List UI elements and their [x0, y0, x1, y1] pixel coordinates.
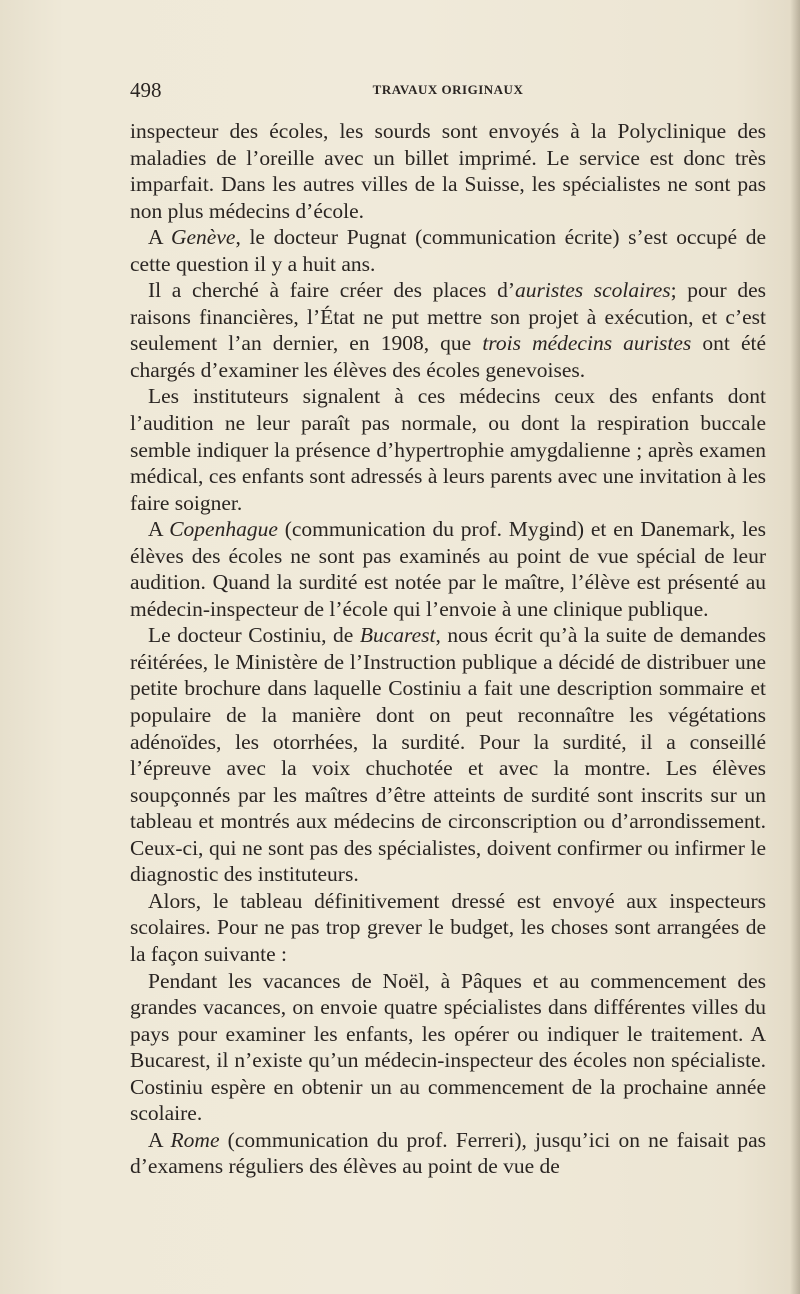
article-body: [130, 118, 766, 1180]
italic-text: Rome: [170, 1127, 220, 1152]
paragraph: [130, 224, 766, 277]
text-run: Alors, le tableau définitivement dressé est envoyé aux inspecteurs scolaires. Pour ne pas trop grever le budget, les choses sont arrangées de la façon suivante :: [130, 888, 766, 966]
page-header: [130, 78, 766, 102]
italic-text: Bucarest: [359, 623, 436, 648]
italic-text: Copenhague: [169, 517, 278, 542]
paragraph: [130, 118, 766, 224]
text-run: Pendant les vacances de Noël, à Pâques et au commencement des grandes vacances, on envoie quatre spécialistes dans différentes villes du pays pour examiner les enfants, les opérer ou indiquer le traitement. A Bucarest, il n’existe qu’un médecin-inspecteur des écoles non spécialiste. Costiniu espère en obtenir un au commencement de la prochaine année scolaire.: [130, 968, 766, 1126]
paragraph: [130, 968, 766, 1127]
paragraph: [130, 516, 766, 622]
text-run: , nous écrit qu’à la suite de demandes réitérées, le Ministère de l’Instruction publique a décidé de distribuer une petite brochure dans laquelle Costiniu a fait une description sommaire et populaire de la manière dont on peut reconnaître les végétations adénoïdes, les otorrhées, la surdité. Pour la surdité, il a conseillé l’épreuve avec la voix chuchotée et avec la montre. Les élèves soupçonnés par les maîtres d’être atteints de surdité sont inscrits sur un tableau et montrés aux médecins de circonscription ou d’arrondissement. Ceux-ci, qui ne sont pas des spécialistes, doivent confirmer ou infirmer le diagnostic des instituteurs.: [130, 623, 766, 887]
italic-text: trois médecins auristes: [482, 331, 692, 356]
page-edge-shadow: [790, 0, 800, 1294]
text-run: , le docteur Pugnat (communication écrite) s’est occupé de cette question il y a huit ans.: [130, 225, 766, 276]
paragraph: [130, 383, 766, 516]
paragraph: [130, 277, 766, 383]
text-run: ont été chargés d’examiner les élèves des écoles genevoises.: [130, 331, 767, 382]
text-run: ; pour des raisons financières, l’État ne put mettre son projet à exécution, et c’est seulement l’an dernier, en 1908, que: [130, 278, 766, 356]
text-run: Les instituteurs signalent à ces médecins ceux des enfants dont l’audition ne leur paraît pas normale, ou dont la respiration buccale semble indiquer la présence d’hypertrophie amygdalienne ; après examen médical, ces enfants sont adressés à leurs parents avec une invitation à les faire soigner.: [130, 384, 766, 515]
text-run: inspecteur des écoles, les sourds sont envoyés à la Polyclinique des maladies de l’oreille avec un billet imprimé. Le service est donc très imparfait. Dans les autres villes de la Suisse, les spécialistes ne sont pas non plus médecins d’école.: [130, 119, 766, 223]
text-run: (communication du prof. Ferreri), jusqu’ici on ne faisait pas d’examens réguliers des élèves au point de vue de: [130, 1127, 766, 1179]
italic-text: Genève: [170, 225, 236, 250]
text-run: Il a cherché à faire créer des places d’: [148, 278, 516, 303]
text-run: A: [148, 1127, 171, 1152]
italic-text: auristes scolaires: [515, 278, 671, 303]
text-run: Le docteur Costiniu, de: [148, 623, 360, 648]
paragraph: [130, 1127, 766, 1180]
paragraph: [130, 622, 766, 887]
page-number: 498: [130, 78, 162, 102]
text-run: (communication du prof. Mygind) et en Danemark, les élèves des écoles ne sont pas examinés au point de vue spécial de leur audition. Quand la surdité est notée par le maître, l’élève est présenté au médecin-inspecteur de l’école qui l’envoie à une clinique publique.: [130, 517, 766, 621]
text-run: A: [148, 225, 171, 250]
running-title: TRAVAUX ORIGINAUX: [372, 82, 524, 97]
paragraph: [130, 888, 766, 968]
text-run: A: [148, 517, 170, 542]
